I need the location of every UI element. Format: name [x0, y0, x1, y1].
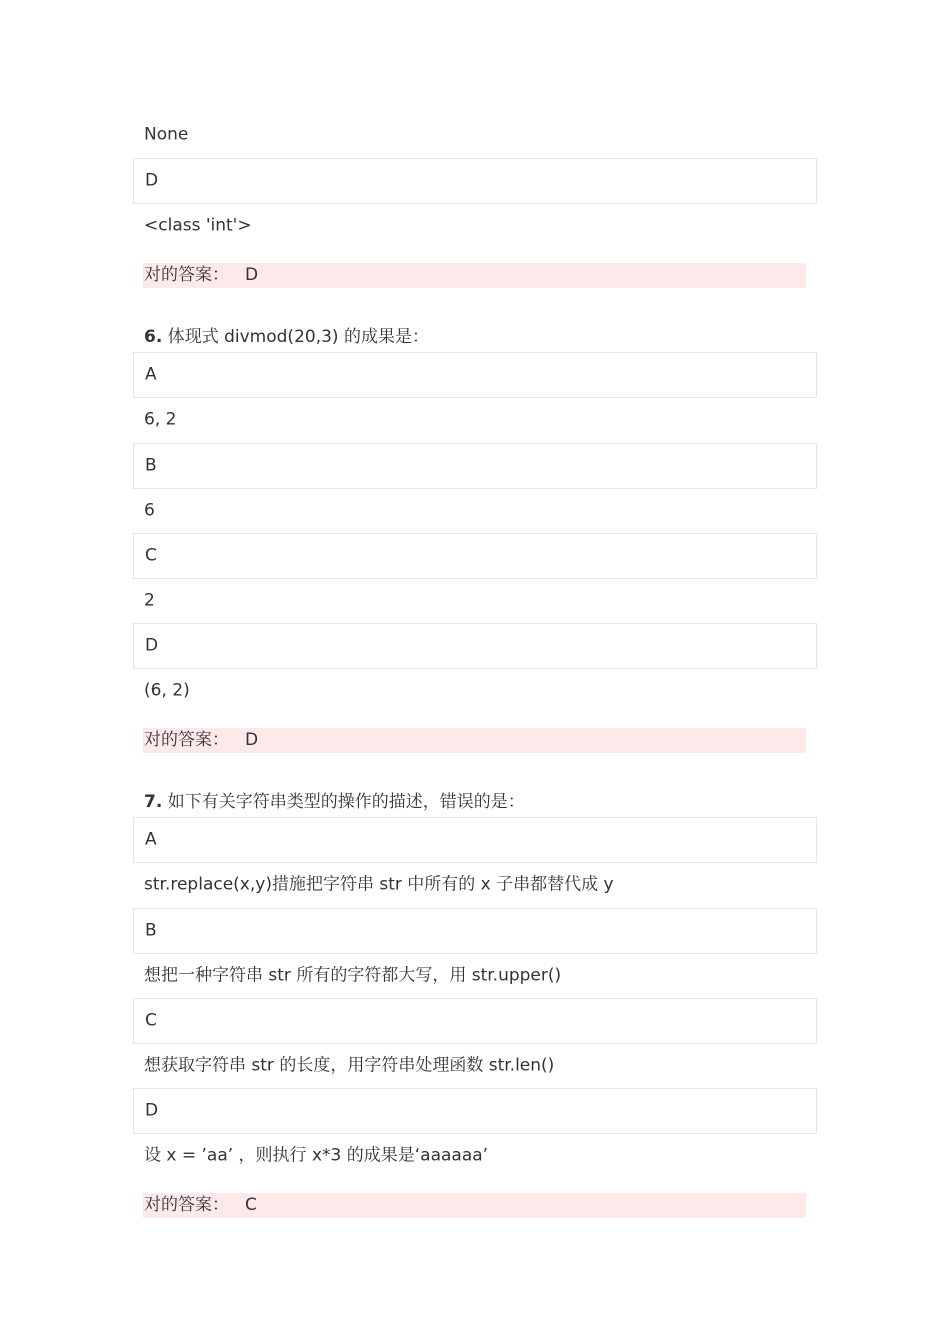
- option-letter: A: [145, 364, 157, 385]
- q7-option-c-letter: [133, 998, 817, 1044]
- option-text: str.replace(x,y)措施把字符串 str 中所有的 x 子串都替代成 y: [144, 874, 614, 895]
- answer-value: C: [245, 1195, 257, 1215]
- option-letter: D: [145, 170, 159, 191]
- option-letter: C: [145, 545, 157, 566]
- option-text: 想获取字符串 str 的长度，用字符串处理函数 str.len(): [144, 1055, 555, 1076]
- q6-answer-highlight: [143, 728, 806, 753]
- q6-option-c-text: [133, 578, 817, 624]
- question-number: 6.: [144, 327, 163, 347]
- q6-option-b-letter: [133, 443, 817, 489]
- q7-option-a-letter: [133, 817, 817, 863]
- answer-label: 对的答案：: [144, 730, 229, 750]
- answer-value: D: [245, 265, 259, 285]
- q6-option-a-letter: [133, 352, 817, 398]
- q7-option-c-text: [133, 1043, 817, 1089]
- q6-option-a-text: [133, 397, 817, 443]
- question-text: 体现式 divmod(20,3) 的成果是：: [167, 327, 429, 347]
- q6-question: [144, 329, 429, 346]
- option-letter: C: [145, 1010, 157, 1031]
- q7-option-a-text: [133, 862, 817, 908]
- option-letter: B: [145, 455, 157, 476]
- option-text: <class 'int'>: [144, 215, 252, 236]
- answer-value: D: [245, 730, 259, 750]
- option-text: 6, 2: [144, 409, 177, 430]
- option-text: 设 x = ’aa’ ，则执行 x*3 的成果是‘aaaaaa’: [144, 1145, 489, 1166]
- q7-option-b-text: [133, 953, 817, 999]
- option-letter: B: [145, 920, 157, 941]
- option-text: 2: [144, 590, 155, 611]
- question-number: 7.: [144, 792, 163, 812]
- q6-option-c-letter: [133, 533, 817, 579]
- answer-label: 对的答案：: [144, 1195, 229, 1215]
- question-text: 如下有关字符串类型的操作的描述，错误的是：: [167, 792, 525, 812]
- q6-option-d-letter: [133, 623, 817, 669]
- option-text: 想把一种字符串 str 所有的字符都大写，用 str.upper(): [144, 965, 562, 986]
- option-letter: A: [145, 829, 157, 850]
- option-text: None: [144, 124, 189, 145]
- q7-option-d-text: [133, 1133, 817, 1179]
- q5-answer-highlight: [143, 263, 806, 288]
- q7-answer-highlight: [143, 1193, 806, 1218]
- option-letter: D: [145, 1100, 159, 1121]
- q7-question: [144, 794, 525, 811]
- q5-option-c-text: [133, 112, 817, 158]
- q5-option-d-letter: [133, 158, 817, 204]
- q5-option-d-text: [133, 203, 817, 249]
- q6-option-d-text: [133, 668, 817, 714]
- answer-label: 对的答案：: [144, 265, 229, 285]
- q6-option-b-text: [133, 488, 817, 534]
- option-letter: D: [145, 635, 159, 656]
- q7-option-b-letter: [133, 908, 817, 954]
- option-text: (6, 2): [144, 680, 190, 701]
- option-text: 6: [144, 500, 155, 521]
- q7-option-d-letter: [133, 1088, 817, 1134]
